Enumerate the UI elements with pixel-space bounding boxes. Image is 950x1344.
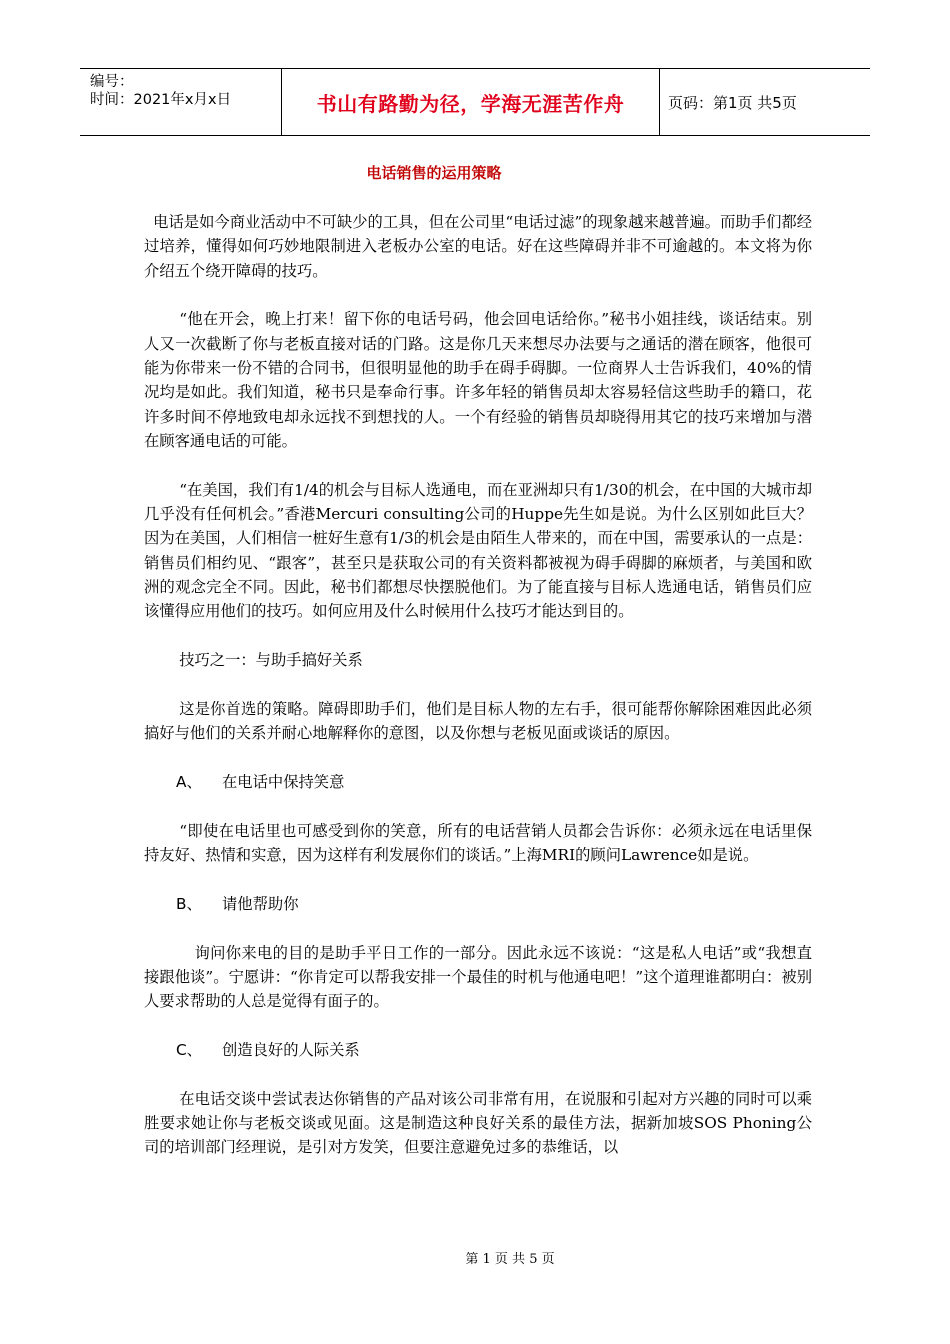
list-item-label: C、 — [176, 1040, 202, 1059]
header-motto: 书山有路勤为径，学海无涯苦作舟 — [282, 69, 660, 135]
document-time-label: 时间：2021年x月x日 — [90, 92, 232, 108]
list-item-text: 创造良好的人际关系 — [222, 1040, 360, 1059]
paragraph: “在美国，我们有1/4的机会与目标人选通电，而在亚洲却只有1/30的机会，在中国的大城市却几乎没有任何机会。”香港Mercuri consulting公司的Huppe先生如是说。为什么区别如此巨大？因为在美国，人们相信一桩好生意有1/3的机会是由陌生人带来的，而在中国，需要承认的一点是：销售员们相约见、“跟客”，甚至只是获取公司的有关资料都被视为碍手碍脚的麻烦者，与美国和欧洲的观念完全不同。因此，秘书们都想尽快摆脱他们。为了能直接与目标人选通电话，销售员们应该懂得应用他们的技巧。如何应用及什么时候用什么技巧才能达到目的。 — [144, 480, 812, 621]
document-number-label: 编号： — [90, 74, 134, 90]
paragraph: “他在开会，晚上打来！留下你的电话号码，他会回电话给你。”秘书小姐挂线，谈话结束。别人又一次截断了你与老板直接对话的门路。这是你几天来想尽办法要与之通话的潜在顾客，他很可能为你带来一份不错的合同书，但很明显他的助手在碍手碍脚。一位商界人士告诉我们，40%的情况均是如此。我们知道，秘书只是奉命行事。许多年轻的销售员却太容易轻信这些助手的籍口，花许多时间不停地致电却永远找不到想找的人。一个有经验的销售员却晓得用其它的技巧来增加与潜在顾客通电话的可能。 — [144, 310, 812, 450]
list-item — [176, 1038, 812, 1062]
section-heading: 技巧之一：与助手搞好关系 — [179, 650, 363, 669]
list-item-text: 请他帮助你 — [222, 894, 299, 913]
list-item-text: 在电话中保持笑意 — [222, 772, 345, 791]
paragraph: “即使在电话里也可感受到你的笑意，所有的电话营销人员都会告诉你：必须永远在电话里保持友好、热情和实意，因为这样有利发展你们的谈话。”上海MRI的顾问Lawrence如是说。 — [144, 821, 812, 864]
header-table — [80, 68, 870, 136]
document-body — [144, 210, 812, 1184]
header-meta-cell — [80, 69, 282, 135]
paragraph-intro: 电话是如今商业活动中不可缺少的工具，但在公司里“电话过滤”的现象越来越普遍。而助手们都经过培养，懂得如何巧妙地限制进入老板办公室的电话。好在这些障碍并非不可逾越的。本文将为你介绍五个绕开障碍的技巧。 — [144, 213, 812, 280]
list-item-label: B、 — [176, 894, 202, 913]
paragraph: 这是你首选的策略。障碍即助手们，他们是目标人物的左右手，很可能帮你解除困难因此必须搞好与他们的关系并耐心地解释你的意图，以及你想与老板见面或谈话的原因。 — [144, 699, 812, 743]
list-item-label: A、 — [176, 772, 202, 791]
page-footer: 第 1 页 共 5 页 — [465, 1252, 555, 1267]
paragraph: 询问你来电的目的是助手平日工作的一部分。因此永远不该说：“这是私人电话”或“我想直接跟他谈”。宁愿讲：“你肯定可以帮我安排一个最佳的时机与他通电吧！”这个道理谁都明白：被别人要求帮助的人总是觉得有面子的。 — [144, 943, 812, 1011]
list-item — [176, 892, 812, 916]
header-page-code: 页码：第1页 共5页 — [668, 93, 797, 112]
paragraph: 在电话交谈中尝试表达你销售的产品对该公司非常有用，在说服和引起对方兴趣的同时可以乘胜要求她让你与老板交谈或见面。这是制造这种良好关系的最佳方法，据新加坡SOS Phoning公司的培训部门经理说，是引对方发笑，但要注意避免过多的恭维话，以 — [144, 1089, 812, 1157]
document-title: 电话销售的运用策略 — [366, 164, 502, 182]
list-item — [176, 770, 812, 794]
